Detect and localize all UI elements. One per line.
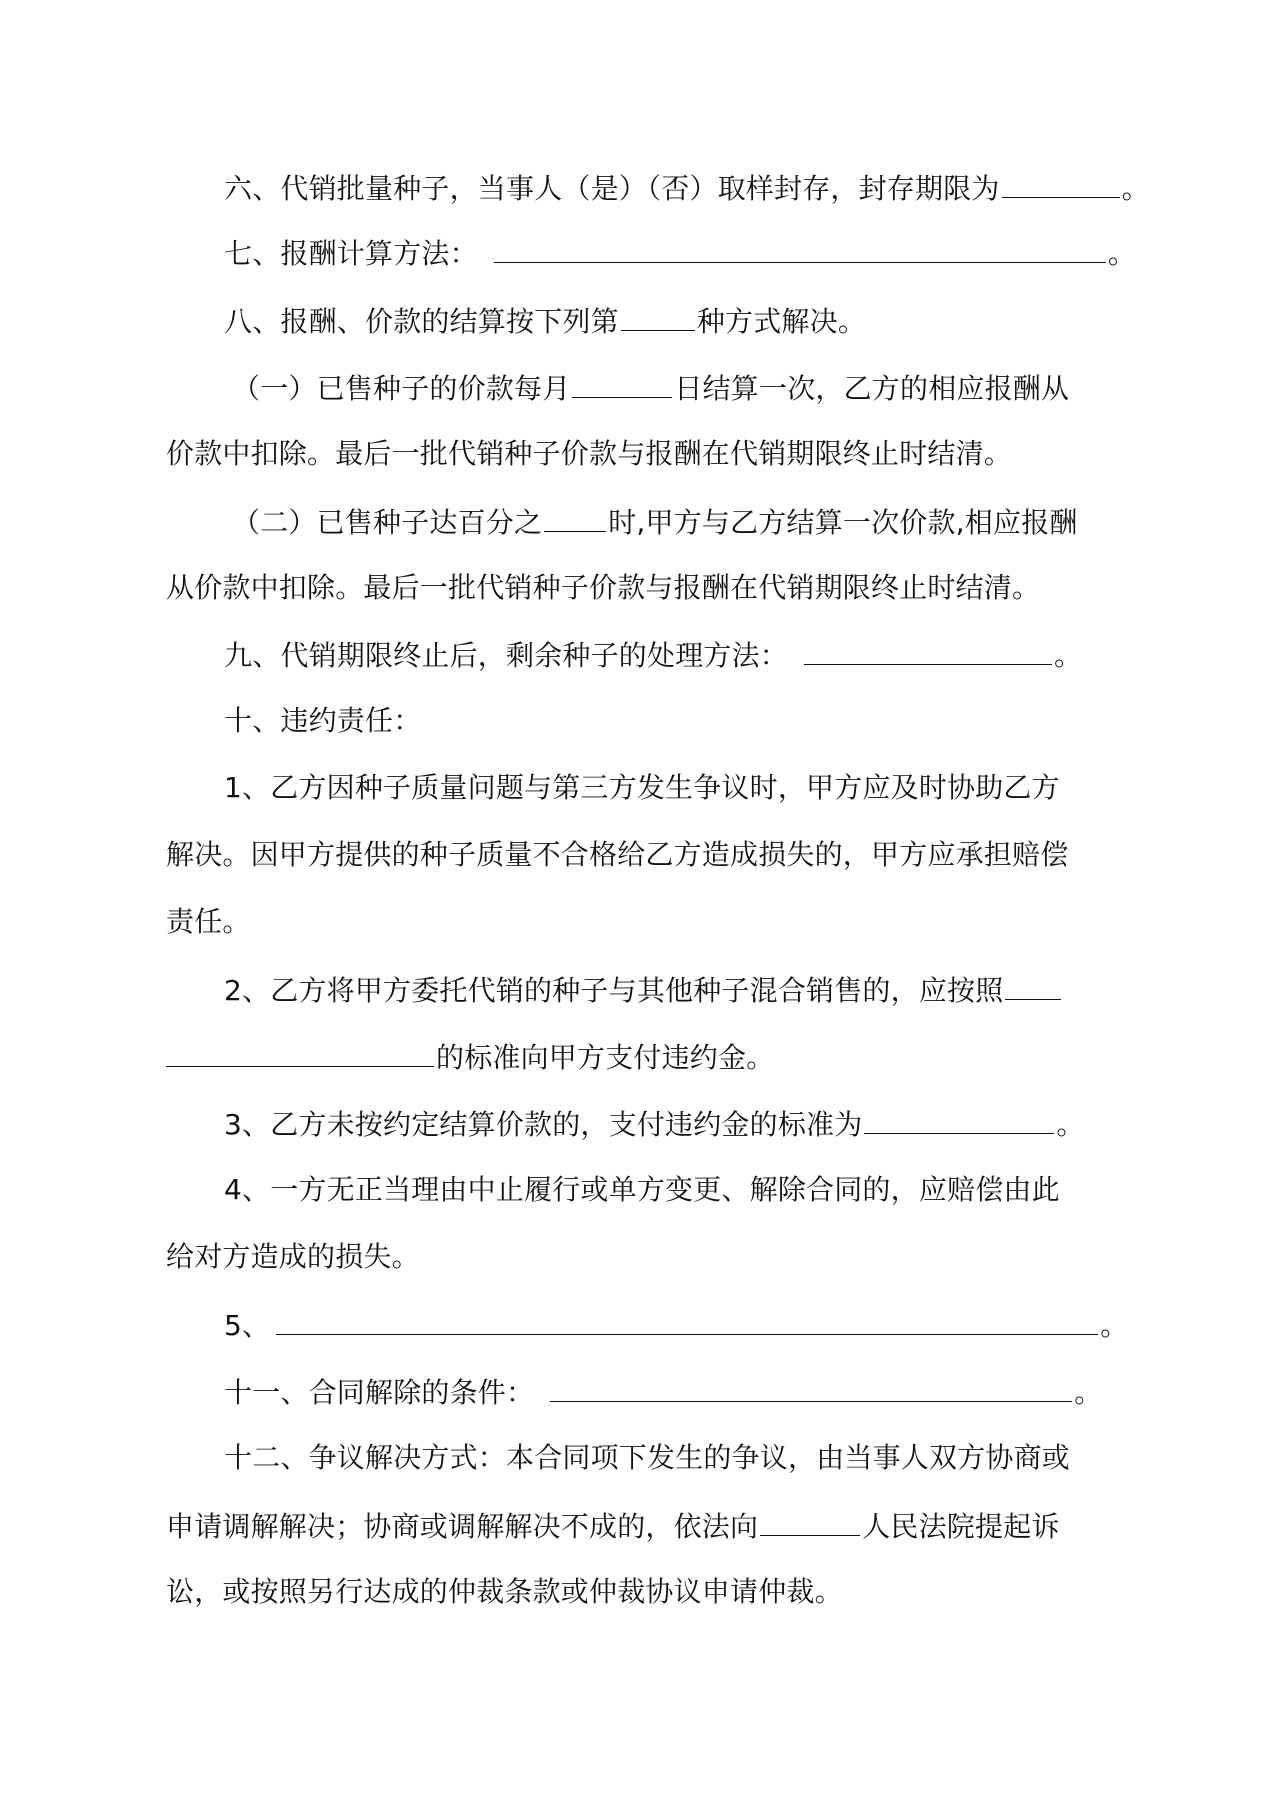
blank-percentage <box>544 501 606 532</box>
clause-6-text: 六、代销批量种子，当事人（是）（否）取样封存，封存期限为 <box>224 172 1000 205</box>
clause-10-text: 十、违约责任： <box>224 704 422 737</box>
clause-10-3-end: 。 <box>1056 1108 1085 1141</box>
clause-10-1-line2 <box>166 835 1146 875</box>
clause-8-2-line2-text: 从价款中扣除。最后一批代销种子价款与报酬在代销期限终止时结清。 <box>166 571 1041 604</box>
blank-reward-method <box>494 232 1106 263</box>
clause-8-1-line2-text: 价款中扣除。最后一批代销种子价款与报酬在代销期限终止时结清。 <box>166 437 1013 470</box>
clause-8-1-line2 <box>166 434 1146 474</box>
clause-10-1-line1 <box>224 768 1204 808</box>
clause-10-2-line2-text: 的标准向甲方支付违约金。 <box>436 1041 775 1074</box>
clause-10-1-line2-text: 解决。因甲方提供的种子质量不合格给乙方造成损失的，甲方应承担赔偿 <box>166 838 1069 871</box>
clause-10-4-line2 <box>166 1237 1146 1277</box>
blank-settlement-day <box>572 367 672 398</box>
clause-9 <box>224 634 1204 676</box>
clause-7-end: 。 <box>1107 237 1137 270</box>
clause-10-2-text: 2、乙方将甲方委托代销的种子与其他种子混合销售的，应按照 <box>224 974 1004 1007</box>
clause-10-3 <box>224 1103 1204 1145</box>
blank-termination-conditions <box>550 1371 1072 1402</box>
clause-8-2-line1 <box>232 501 1212 543</box>
clause-8-2-text: （二）已售种子达百分之 <box>232 506 543 539</box>
clause-9-end: 。 <box>1054 639 1083 672</box>
clause-12-line1 <box>224 1438 1204 1478</box>
clause-10-5-end: 。 <box>1100 1309 1129 1342</box>
clause-10 <box>224 701 1204 741</box>
clause-9-text: 九、代销期限终止后，剩余种子的处理方法： <box>224 639 789 672</box>
blank-late-payment-penalty <box>864 1103 1054 1134</box>
clause-6 <box>224 167 1204 209</box>
clause-12-line3 <box>166 1572 1146 1612</box>
blank-storage-period <box>1002 167 1120 198</box>
clause-10-2-line2 <box>166 1036 1146 1078</box>
clause-10-3-text: 3、乙方未按约定结算价款的，支付违约金的标准为 <box>224 1108 863 1141</box>
blank-method-number <box>621 300 695 331</box>
clause-12-line3-text: 讼，或按照另行达成的仲裁条款或仲裁协议申请仲裁。 <box>166 1575 843 1608</box>
blank-court-name <box>760 1505 860 1536</box>
clause-10-2-line1 <box>224 969 1204 1011</box>
clause-10-5-text: 5、 <box>224 1309 271 1342</box>
clause-8-end: 种方式解决。 <box>696 305 867 338</box>
clause-10-4-line1 <box>224 1170 1204 1210</box>
clause-8-1-text: （一）已售种子的价款每月 <box>232 372 571 405</box>
clause-12-text: 十二、争议解决方式：本合同项下发生的争议，由当事人双方协商或 <box>224 1441 1071 1474</box>
blank-remaining-seeds <box>804 634 1052 665</box>
clause-12-line2-text: 申请调解解决；协商或调解解决不成的，依法向 <box>166 1510 759 1543</box>
clause-10-1-text: 1、乙方因种子质量问题与第三方发生争议时，甲方应及时协助乙方 <box>224 771 1060 804</box>
clause-11 <box>224 1371 1204 1413</box>
clause-10-5 <box>224 1304 1204 1346</box>
clause-12-line2 <box>166 1505 1146 1547</box>
clause-7 <box>224 232 1204 274</box>
clause-11-text: 十一、合同解除的条件： <box>224 1376 535 1409</box>
clause-8-1-line1 <box>232 367 1212 409</box>
clause-8 <box>224 300 1204 342</box>
clause-10-4-line2-text: 给对方造成的损失。 <box>166 1240 420 1273</box>
clause-6-end: 。 <box>1121 172 1150 205</box>
clause-10-4-text: 4、一方无正当理由中止履行或单方变更、解除合同的，应赔偿由此 <box>224 1173 1060 1206</box>
blank-penalty-standard-b <box>166 1036 434 1067</box>
clause-12-line2-cont: 人民法院提起诉 <box>862 1510 1060 1543</box>
blank-penalty-standard-a <box>1005 969 1061 1000</box>
clause-10-1-line3-text: 责任。 <box>166 905 251 938</box>
clause-10-1-line3 <box>166 902 1146 942</box>
clause-8-text: 八、报酬、价款的结算按下列第 <box>224 305 619 338</box>
clause-11-end: 。 <box>1074 1376 1103 1409</box>
clause-8-2-line2 <box>166 568 1146 608</box>
blank-other-liability <box>276 1304 1098 1335</box>
clause-8-1-cont: 日结算一次，乙方的相应报酬从 <box>674 372 1070 405</box>
clause-8-2-cont: 时,甲方与乙方结算一次价款,相应报酬 <box>608 506 1078 539</box>
clause-7-text: 七、报酬计算方法： <box>224 237 478 270</box>
